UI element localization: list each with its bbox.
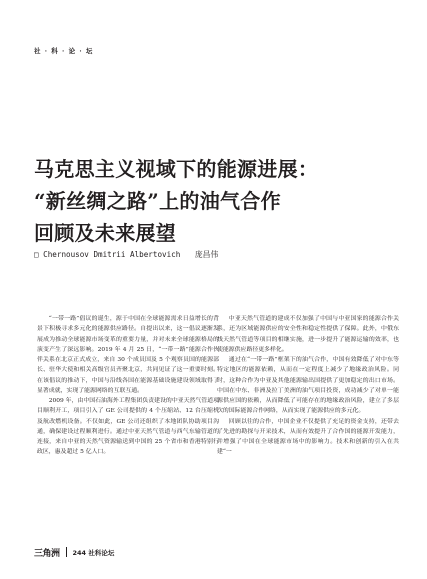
paragraph: “一带一路”倡议的诞生，源于中国在全球能源需求日益增长的背景下积极寻求多元化的能源供应路径。自提出以来，这一倡议逐渐发展成为推动全球能源市场变革的重要力量，并对未来全球能源格局的演变产生了深远影响。2019 年 4 月 25 日，“一带一路”能源合作伙伴关系在北京正式成立，来自 30 个成员国及 5 个观察员国的能源部长、驻华大使和相关高级官员齐聚北京，共同见证了这一重要时刻。在该倡议的推动下，中国与沿线各国在能源基础设施建设领域取得了显著成就，实现了能源网络的互联互通。 — [37, 316, 219, 394]
body-column-left — [37, 314, 219, 458]
author-line — [34, 250, 218, 260]
page-number-label: 244 社科论坛 — [72, 548, 115, 557]
paragraph: 2009 年，由中国石油海外工程集团负责建设的中亚天然气管道项目顺利开工，项目引入了 GE 公司提供的 4 个压缩站、12 台压缩机及航改燃机设备。不仅如此，GE 公司还组织了本地团队协助项目沟通，确保建设过程顺利进行。通过中亚天然气管道与西气东输管道的连接，来自中亚的天然气资源输送到中国的 25 个省市和香港特别行政区，惠及超过 5 亿人口。 — [37, 398, 219, 456]
paragraph: 通过在“一带一路”框架下的油气合作，中国有效降低了对中东等特定地区的能源依赖，从而在一定程度上减少了地缘政治风险。同时，这种合作为中亚及其他能源输出国提供了更加稳定的出口市场。中国在中东、非洲及拉丁美洲的油气项目投资，成功减少了对单一能源供应国的依赖，从而降低了可能存在的地缘政治风险，建立了多层次的国际能源合作网络，从而实现了能源供应的多元化。 — [217, 357, 399, 415]
footer-divider — [66, 547, 67, 557]
author-chinese-name: 庞昌伟 — [194, 250, 219, 259]
body-column-right — [217, 314, 399, 458]
section-label: 社 · 科 · 论 · 坛 — [34, 47, 94, 55]
title-line: 马克思主义视域下的能源进展： — [34, 157, 319, 181]
paragraph: 回顾以往的合作，中国企业不仅提供了充足的资金支持，还带去了先进的勘探与开采技术，从而有效提升了合作国的能源开发能力，并增强了中国在全球能源市场中的影响力。技术和创新的引入在共建“一 — [217, 418, 399, 456]
journal-logo: 三角洲 — [34, 548, 60, 559]
page-footer — [34, 545, 114, 559]
author-latin-name: Chernousov Dmitrii Albertovich — [43, 250, 181, 259]
article-title — [34, 153, 318, 249]
paragraph: 中亚天然气管道的建成不仅加强了中国与中亚国家的能源合作关系，还为区域能源供应的安全性和稳定性提供了保障。此外，中俄东线天然气管道等项目的相继实施，进一步提升了能源运输的效率，也使能源供应路径更多样化。 — [217, 316, 399, 353]
author-marker: □ — [34, 250, 39, 259]
title-line: 回顾及未来展望 — [34, 221, 177, 245]
title-line: “新丝绸之路”上的油气合作 — [34, 189, 281, 213]
